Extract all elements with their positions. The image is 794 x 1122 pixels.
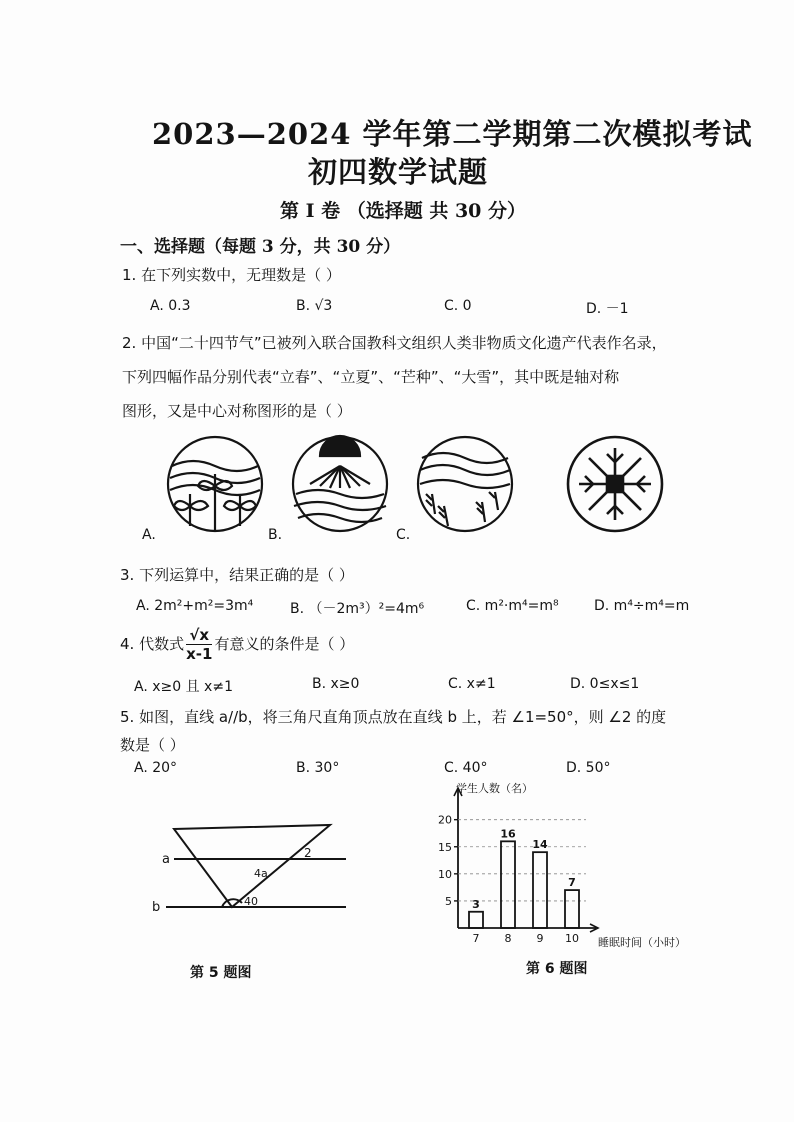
question-5-option-d: D. 50° <box>566 760 611 776</box>
figure-5-label-angle-2: 2 <box>304 846 312 860</box>
question-4-stem <box>120 626 354 663</box>
question-4-option-c: C. x≠1 <box>448 676 496 692</box>
chart-x-axis-label: 睡眠时间（小时） <box>598 936 686 949</box>
question-2-option-a: A. <box>142 527 156 543</box>
question-3-option-a: A. 2m²+m²=3m⁴ <box>136 598 254 614</box>
question-1-option-a: A. 0.3 <box>150 298 191 314</box>
question-2-stem-line-1: 2. 中国“二十四节气”已被列入联合国教科文组织人类非物质文化遗产代表作名录， <box>122 334 667 352</box>
question-4-stem-prefix: 4. 代数式 <box>120 635 185 653</box>
figure-b-summer-sun <box>293 436 387 531</box>
figure-5-caption: 第 5 题图 <box>190 965 252 981</box>
chart-bar <box>469 912 483 928</box>
chart-category-label: 10 <box>565 932 579 945</box>
chart-y-tick-label: 5 <box>445 894 452 908</box>
figure-5-label-4a: 4a <box>254 867 268 880</box>
exam-subtitle: 初四数学试题 <box>308 155 489 189</box>
figure-c-grain-ears <box>418 437 512 531</box>
question-1-option-c: C. 0 <box>444 298 472 314</box>
figure-6-bar-chart <box>410 776 710 954</box>
question-4-option-b: B. x≥0 <box>312 676 360 692</box>
figure-a-spring-sprouts <box>168 437 262 531</box>
question-4-option-d: D. 0≤x≤1 <box>570 676 640 692</box>
question-3-stem: 3. 下列运算中，结果正确的是（ ） <box>120 566 354 584</box>
question-5-stem-line-2: 数是（ ） <box>120 736 185 754</box>
chart-category-label: 9 <box>536 932 544 945</box>
figure-5-label-b: b <box>152 900 161 915</box>
question-2-option-b: B. <box>268 527 283 543</box>
section-heading: 第 I 卷 （选择题 共 30 分） <box>280 200 527 222</box>
question-1-option-b: B. √3 <box>296 298 333 314</box>
chart-data-label: 16 <box>500 827 516 841</box>
chart-bar <box>565 890 579 928</box>
chart-category-label: 8 <box>504 932 512 945</box>
question-5-option-b: B. 30° <box>296 760 340 776</box>
chart-y-tick-label: 20 <box>438 813 452 827</box>
question-1-option-d: D. －1 <box>586 301 629 317</box>
exam-title: 2023—2024 学年第二学期第二次模拟考试 <box>152 117 753 151</box>
chart-y-tick-label: 10 <box>438 867 452 881</box>
chart-data-label: 14 <box>532 838 548 852</box>
figure-6-caption: 第 6 题图 <box>526 961 588 977</box>
chart-y-axis-label: 学生人数（名） <box>456 782 533 795</box>
question-5-stem-line-1: 5. 如图，直线 a//b，将三角尺直角顶点放在直线 b 上，若 ∠1=50°，则 ∠2 的度 <box>120 708 667 726</box>
fraction-denominator: x-1 <box>186 645 213 663</box>
question-4-option-a: A. x≥0 且 x≠1 <box>134 679 233 695</box>
figure-5-label-a: a <box>162 852 170 867</box>
chart-data-label: 7 <box>568 876 576 890</box>
figure-5-diagram <box>150 815 360 925</box>
question-2-option-c: C. <box>396 527 411 543</box>
solar-term-figures <box>160 434 680 544</box>
question-4-fraction <box>186 626 212 663</box>
part-heading: 一、选择题（每题 3 分，共 30 分） <box>120 237 401 257</box>
question-5-option-c: C. 40° <box>444 760 488 776</box>
chart-y-tick-label: 15 <box>438 840 452 854</box>
figure-d-snowflake <box>568 437 662 531</box>
question-2-stem-line-2: 下列四幅作品分别代表“立春”、“立夏”、“芒种”、“大雪”，其中既是轴对称 <box>122 368 620 386</box>
question-3-option-b: B. （－2m³）²=4m⁶ <box>290 601 425 617</box>
chart-bar <box>501 841 515 928</box>
question-1-stem: 1. 在下列实数中，无理数是（ ） <box>122 266 341 284</box>
question-4-stem-suffix: 有意义的条件是（ ） <box>214 635 355 653</box>
chart-category-label: 7 <box>472 932 480 945</box>
figure-5-label-40: 40 <box>244 895 258 908</box>
question-3-option-d: D. m⁴÷m⁴=m <box>594 598 690 614</box>
question-5-option-a: A. 20° <box>134 760 178 776</box>
question-3-option-c: C. m²·m⁴=m⁸ <box>466 598 559 614</box>
chart-data-label: 3 <box>472 897 480 911</box>
question-2-stem-line-3: 图形，又是中心对称图形的是（ ） <box>122 402 352 420</box>
fraction-numerator: √x <box>186 626 212 645</box>
chart-bar <box>533 852 547 928</box>
